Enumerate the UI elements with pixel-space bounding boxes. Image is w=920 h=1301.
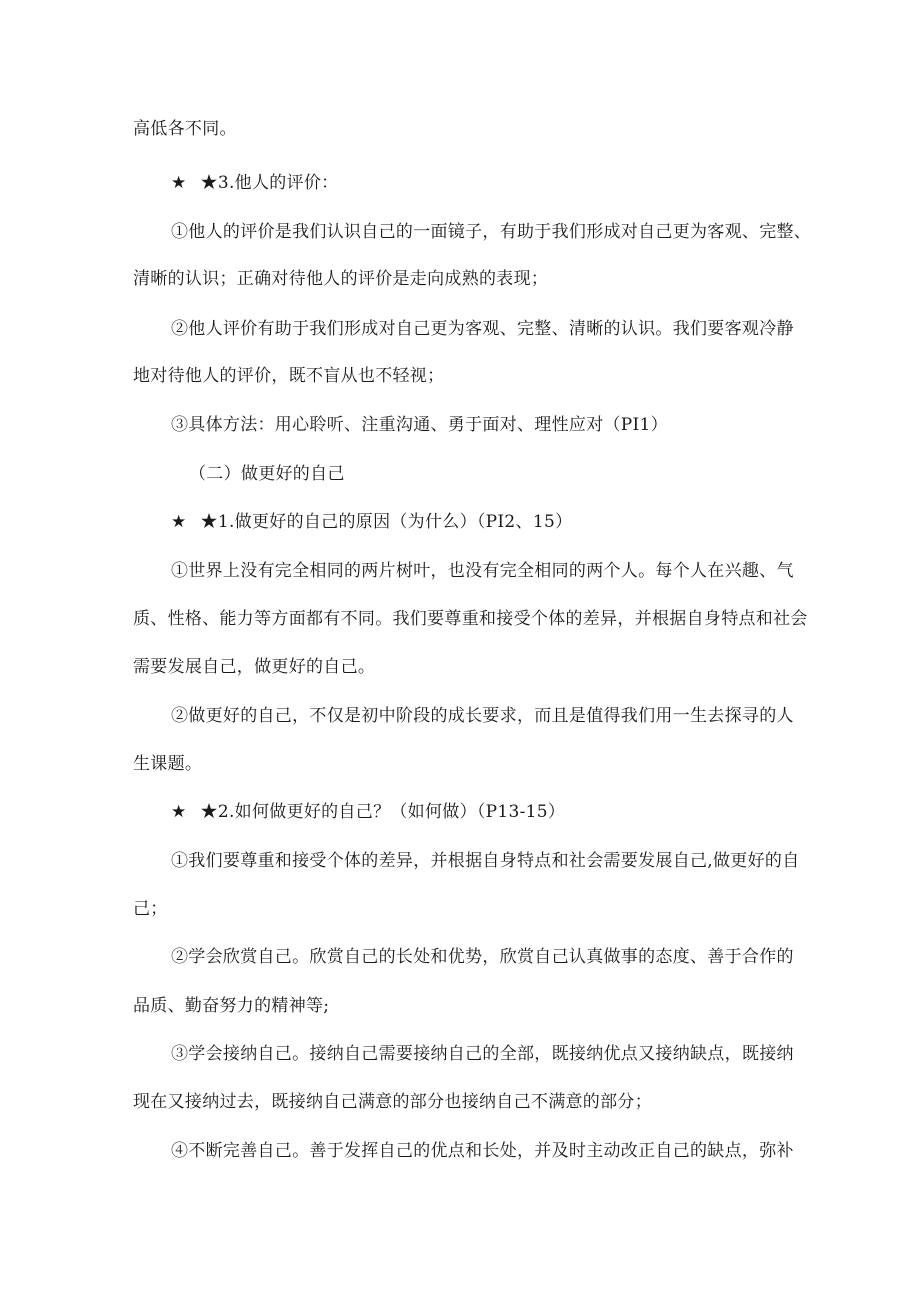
paragraph-line: 质、性格、能力等方面都有不同。我们要尊重和接受个体的差异，并根据自身特点和社会 [133, 609, 808, 629]
section-heading-text: ★2.如何做更好的自己？（如何做）（P13-15） [200, 802, 566, 822]
star-icon: ★ [171, 173, 187, 193]
paragraph-line: 地对待他人的评价，既不盲从也不轻视； [133, 366, 445, 386]
paragraph-line: ①他人的评价是我们认识自己的一面镜子，有助于我们形成对自己更为客观、完整、 [171, 222, 812, 242]
text-line-continuation: 高低各不同。 [133, 119, 237, 139]
paragraph-line: 现在又接纳过去，既接纳自己满意的部分也接纳自己不满意的部分； [133, 1092, 652, 1112]
star-icon: ★ [171, 512, 187, 532]
section-heading-text: ★1.做更好的自己的原因（为什么）（PI2、15） [200, 512, 573, 532]
paragraph-line: 清晰的认识；正确对待他人的评价是走向成熟的表现； [133, 269, 549, 289]
paragraph-line: ②他人评价有助于我们形成对自己更为客观、完整、清晰的认识。我们要客观冷静 [171, 319, 794, 339]
paragraph-line: ③具体方法：用心聆听、注重沟通、勇于面对、理性应对（PI1） [171, 415, 668, 435]
section-heading-others-evaluation [171, 172, 338, 194]
paragraph-line: 生课题。 [133, 754, 203, 774]
paragraph-line: 品质、勤奋努力的精神等; [133, 996, 330, 1016]
paragraph-line: ①世界上没有完全相同的两片树叶，也没有完全相同的两个人。每个人在兴趣、气 [171, 561, 794, 581]
star-icon: ★ [171, 802, 187, 822]
paragraph-line: ②学会欣赏自己。欣赏自己的长处和优势，欣赏自己认真做事的态度、善于合作的 [171, 947, 794, 967]
paragraph-line: ①我们要尊重和接受个体的差异，并根据自身特点和社会需要发展自己,做更好的自 [171, 851, 800, 871]
paragraph-line: ④不断完善自己。善于发挥自己的优点和长处，并及时主动改正自己的缺点，弥补 [171, 1141, 794, 1161]
paragraph-line: 需要发展自己，做更好的自己。 [133, 657, 376, 677]
subheading-be-better-self: （二）做更好的自己 [189, 464, 345, 484]
section-heading-text: ★3.他人的评价： [200, 173, 339, 193]
paragraph-line: 己； [133, 899, 168, 919]
paragraph-line: ③学会接纳自己。接纳自己需要接纳自己的全部，既接纳优点又接纳缺点，既接纳 [171, 1044, 794, 1064]
paragraph-line: ②做更好的自己，不仅是初中阶段的成长要求，而且是值得我们用一生去探寻的人 [171, 706, 794, 726]
section-heading-reasons [171, 511, 572, 533]
section-heading-how-to [171, 801, 565, 823]
